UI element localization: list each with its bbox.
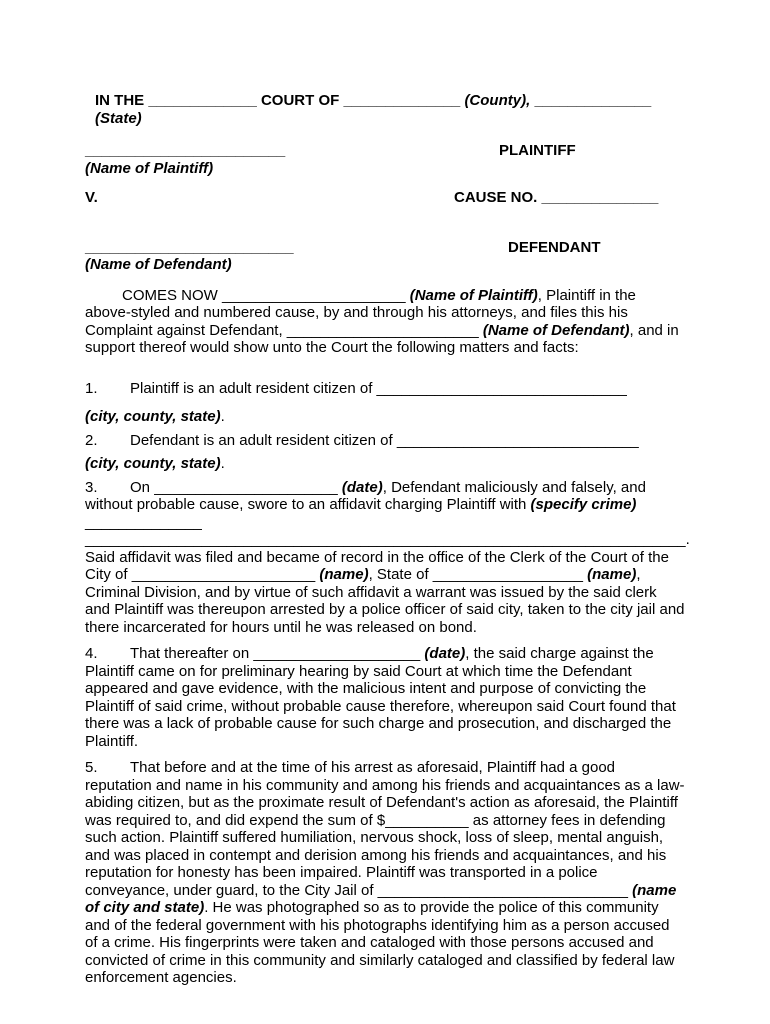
intro-paragraph: [85, 287, 685, 357]
affidavit-date-blank[interactable]: ______________________: [154, 478, 342, 496]
text-segment: That thereafter on: [130, 645, 254, 662]
text-segment: Plaintiff is an adult resident citizen of: [130, 379, 377, 397]
cause-number-group: [454, 189, 658, 207]
plaintiff-label: PLAINTIFF: [499, 142, 576, 159]
cause-number-blank[interactable]: ______________: [541, 189, 659, 206]
text-segment: (name): [319, 566, 369, 583]
text-segment: (Name of Plaintiff): [409, 286, 538, 304]
paragraph-5: [85, 759, 685, 987]
court-caption-header: [85, 92, 685, 127]
text-segment: COURT OF: [256, 92, 344, 109]
text-segment: (State): [95, 109, 142, 127]
text-segment: , Criminal Division, and by virtue of such affidavit a warrant was issued by the said clerk and Plaintiff was thereupon arrested by a police officer of said city, taken to the city jail and there incarcerated for hours until he was released on bond.: [85, 566, 689, 636]
defendant-name-blank[interactable]: _________________________: [85, 238, 294, 256]
plaintiff-name-hint: (Name of Plaintiff): [85, 159, 214, 177]
text-segment: , Plaintiff in the above-styled and numbered cause, by and through his attorneys, and files this his Complaint against Defendant,: [85, 286, 641, 339]
text-segment: [636, 496, 640, 513]
text-segment: (date): [424, 645, 466, 662]
text-segment: as attorney fees in defending such action. Plaintiff suffered humiliation, nervous shock, loss of sleep, mental anguish, and was placed in contempt and derision among his friends and acquaintances, and his reputation for honesty has been impaired. Plaintiff was transported in a police conveyance, under guard, to the City Jail of: [85, 811, 671, 899]
item-2-number: 2.: [85, 431, 98, 449]
versus-label: V.: [85, 189, 98, 206]
plaintiff-name-inline-blank[interactable]: ______________________: [222, 286, 410, 304]
text-segment: , and in support thereof would show unto the Court the following matters and facts:: [85, 321, 683, 356]
text-segment: .: [220, 408, 225, 425]
item-4-number: 4.: [85, 645, 98, 662]
text-segment: (Name of Defendant): [482, 321, 630, 339]
text-segment: Said affidavit was filed and became of record in the office of the Clerk of the Court of the City of: [85, 548, 674, 583]
text-segment: COMES NOW: [122, 286, 222, 304]
plaintiff-residence-blank[interactable]: ______________________________: [376, 379, 627, 397]
text-segment: (date): [341, 478, 383, 496]
versus-row: [85, 189, 685, 207]
text-segment: , the said charge against the Plaintiff came on for preliminary hearing by said Court at which time the Defendant appeared and gave evidence, with the malicious intent and purpose of convicting the Plaintiff of said crime, without probable cause therefore, whereupon said Court found that there was a lack of probable cause for such charge and prosecution, and discharged the Plaintiff.: [85, 645, 681, 750]
city-county-state-hint-1: [85, 408, 685, 426]
text-segment: (name of city and state): [85, 881, 681, 916]
city-county-state-hint-2: [85, 455, 685, 473]
text-segment: (city, county, state): [85, 455, 221, 472]
text-segment: (County),: [464, 92, 531, 109]
paragraph-1: [85, 380, 685, 398]
defendant-residence-blank[interactable]: _____________________________: [396, 431, 639, 449]
city-name-blank[interactable]: ______________________: [131, 566, 320, 583]
defendant-caption-row: [85, 239, 685, 257]
state-of-blank[interactable]: __________________: [432, 566, 588, 583]
county-name-blank[interactable]: ______________: [343, 92, 461, 109]
plaintiff-name-blank[interactable]: ________________________: [85, 142, 286, 159]
text-segment: , Defendant maliciously and falsely, and without probable cause, swore to an affidavit charging Plaintiff with: [85, 478, 651, 513]
plaintiff-caption-row: [85, 142, 685, 160]
text-segment: . He was photographed so as to provide the police of this community and of the federal government with his photographs identifying him as a person accused of a crime. His fingerprints were taken and cataloged with those persons accused and convicted of crime in this community and similarly cataloged and classified by federal law enforcement agencies.: [85, 899, 679, 986]
text-segment: , State of: [368, 566, 433, 583]
paragraph-4: [85, 645, 685, 750]
text-segment: [651, 92, 655, 109]
cause-number-label: CAUSE NO.: [454, 189, 542, 206]
court-name-blank[interactable]: _____________: [148, 92, 257, 109]
defendant-name-hint: (Name of Defendant): [85, 256, 232, 273]
defendant-name-inline-blank[interactable]: _______________________: [286, 321, 483, 339]
hearing-date-blank[interactable]: ____________________: [253, 645, 425, 662]
text-segment: On: [130, 478, 155, 496]
text-segment: (name): [587, 566, 637, 583]
state-name-blank[interactable]: ______________: [534, 92, 652, 109]
document-content: [85, 0, 690, 987]
specify-crime-blank-1[interactable]: ______________: [85, 513, 202, 531]
paragraph-3: [85, 478, 690, 637]
text-segment: IN THE: [95, 92, 149, 109]
text-segment: Defendant is an adult resident citizen of: [130, 431, 397, 449]
paragraph-2: [85, 432, 685, 450]
text-segment: That before and at the time of his arrest as aforesaid, Plaintiff had a good reputation and name in his community and among his friends and acquaintances as a law-abiding citizen, but as the proximate result of Defendant's action as aforesaid, the Plaintiff was required to, and did expend the sum of $: [85, 759, 685, 829]
jail-city-state-blank[interactable]: ______________________________: [377, 881, 633, 899]
specify-crime-blank-2[interactable]: ________________________________________________________________________: [85, 531, 686, 548]
text-segment: (city, county, state): [85, 408, 221, 425]
item-3-number: 3.: [85, 478, 98, 496]
attorney-fees-amount-blank[interactable]: __________: [385, 811, 469, 829]
text-segment: (specify crime): [530, 496, 637, 513]
text-segment: .: [220, 455, 225, 472]
defendant-label: DEFENDANT: [508, 238, 601, 256]
item-5-number: 5.: [85, 759, 98, 776]
item-1-number: 1.: [85, 379, 98, 397]
text-segment: .: [685, 531, 690, 548]
